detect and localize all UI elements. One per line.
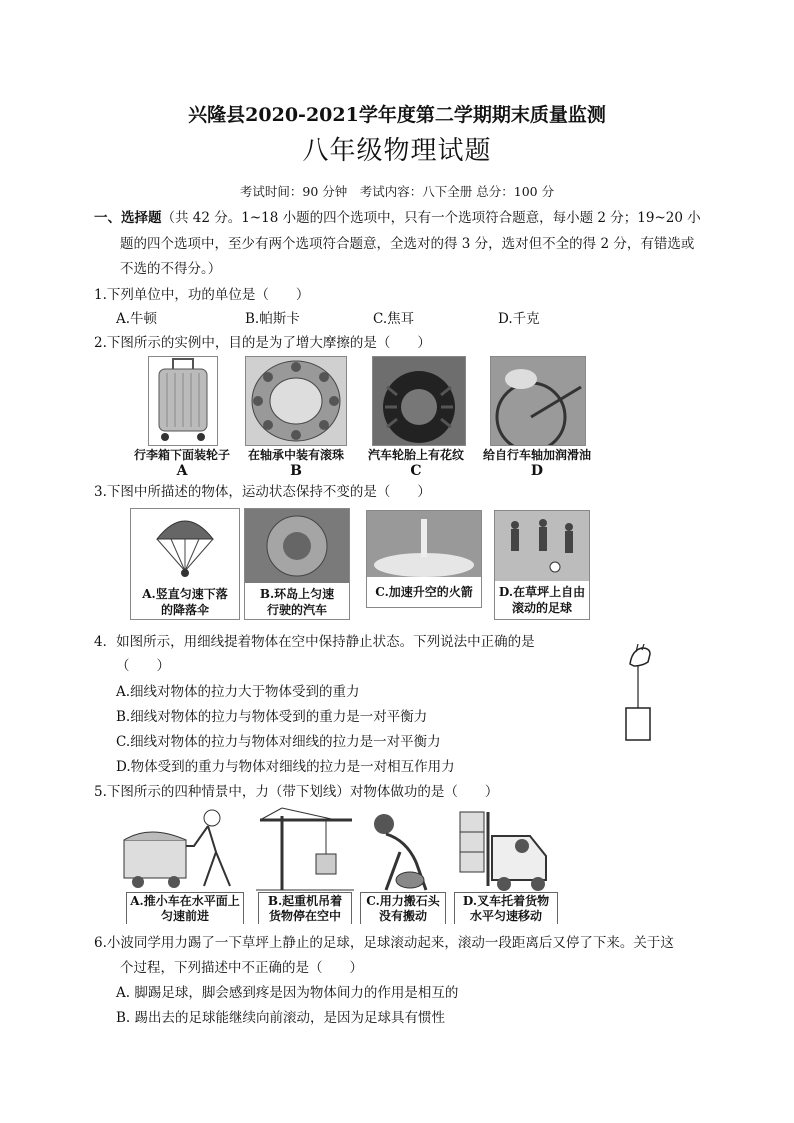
- exam-subtitle: 八年级物理试题: [302, 136, 492, 166]
- q4-paren: （ ）: [116, 658, 170, 674]
- q5-panel-b: [256, 806, 354, 924]
- rocket-image: [367, 511, 481, 577]
- crane-image: [256, 806, 354, 892]
- exam-title: 兴隆县2020-2021学年度第二学期期末质量监测: [188, 104, 606, 126]
- pushing-cart-image: [120, 806, 246, 892]
- q2-stem: 2.下图所示的实例中，目的是为了增大摩擦的是（ ）: [94, 335, 431, 351]
- q6-stem-line2: 个过程，下列描述中不正确的是（ ）: [120, 960, 363, 976]
- q3-panel-a: [130, 508, 240, 620]
- q4-option-d: D.物体受到的重力与物体对细线的拉力是一对相互作用力: [116, 759, 455, 775]
- q3-caption-d1: D.在草坪上自由: [498, 585, 586, 599]
- section-intro-line2: 题的四个选项中，至少有两个选项符合题意，全选对的得 3 分，选对但不全的得 2 分，有错选或: [120, 236, 695, 252]
- q4-option-c: C.细线对物体的拉力与物体对细线的拉力是一对平衡力: [116, 734, 441, 750]
- bearing-image: [245, 356, 347, 446]
- section-intro-line1: 一、选择题（共 42 分。1~18 小题的四个选项中，只有一个选项符合题意，每小题 2 分；19~20 小: [94, 210, 701, 226]
- tire-image: [372, 356, 466, 446]
- soccer-image: [495, 511, 589, 581]
- q3-caption-b1: B.环岛上匀速: [259, 587, 335, 601]
- q3-caption-b2: 行驶的汽车: [266, 603, 327, 617]
- hanging-object-diagram: [616, 644, 662, 744]
- q2-caption-a: 行李箱下面装轮子: [133, 448, 230, 462]
- parachute-image: [131, 509, 239, 579]
- q3-panel-b: [244, 508, 350, 620]
- q3-caption-a2: 的降落伞: [160, 603, 209, 617]
- q3-caption-d2: 滚动的足球: [511, 601, 572, 615]
- q5-caption-b: B.起重机吊着 货物停在空中: [258, 892, 352, 924]
- q4-stem: 4．如图所示，用细线提着物体在空中保持静止状态。下列说法中正确的是: [94, 634, 535, 650]
- q2-letter-c: C: [410, 463, 422, 479]
- q3-panel-c: [366, 510, 482, 608]
- q6-stem-line1: 6.小波同学用力踢了一下草坪上静止的足球，足球滚动起来，滚动一段距离后又停了下来。关于这: [94, 935, 674, 951]
- q5-panel-a: [120, 806, 246, 924]
- q3-caption-c1: C.加速升空的火箭: [375, 585, 473, 599]
- section-heading: 一、选择题: [94, 210, 162, 226]
- forklift-image: [452, 806, 560, 892]
- q4-option-b: B.细线对物体的拉力与物体受到的重力是一对平衡力: [116, 709, 428, 725]
- q2-letter-d: D: [530, 463, 544, 479]
- q3-panel-d: [494, 510, 590, 620]
- q4-option-a: A.细线对物体的拉力大于物体受到的重力: [116, 684, 360, 700]
- section-intro-line3: 不选的不得分。）: [120, 261, 222, 277]
- q5-caption-c: C.用力搬石头 没有搬动: [360, 892, 446, 924]
- q5-caption-d: D.叉车托着货物 水平匀速移动: [454, 892, 558, 924]
- q3-caption-a1: A.竖直匀速下落: [142, 587, 228, 601]
- exam-meta: 考试时间：90 分钟 考试内容：八下全册 总分：100 分: [239, 184, 555, 199]
- q2-letter-a: A: [176, 463, 188, 479]
- q2-letter-b: B: [290, 463, 302, 479]
- q1-option-b: B.帕斯卡: [245, 311, 300, 327]
- q2-caption-c: 汽车轮胎上有花纹: [367, 448, 464, 462]
- q6-option-b: B. 踢出去的足球能继续向前滚动，是因为足球具有惯性: [116, 1010, 446, 1026]
- q5-stem: 5.下图所示的四种情景中，力（带下划线）对物体做功的是（ ）: [94, 784, 499, 800]
- q3-stem: 3.下图中所描述的物体，运动状态保持不变的是（ ）: [94, 484, 431, 500]
- luggage-image: [148, 356, 218, 446]
- q5-panel-c: [356, 806, 448, 924]
- q1-option-c: C.焦耳: [373, 311, 415, 327]
- bicycle-oil-image: [490, 356, 586, 446]
- q6-option-a: A. 脚踢足球，脚会感到疼是因为物体间力的作用是相互的: [116, 985, 459, 1001]
- lifting-stone-image: [356, 806, 448, 892]
- q1-option-a: A.牛顿: [116, 311, 158, 327]
- q2-caption-b: 在轴承中装有滚珠: [247, 448, 344, 462]
- q5-panel-d: [452, 806, 560, 924]
- roundabout-image: [245, 509, 349, 583]
- q2-caption-d: 给自行车轴加润滑油: [482, 448, 591, 462]
- q5-caption-a: A.推小车在水平面上 匀速前进: [126, 892, 244, 924]
- q1-stem: 1.下列单位中，功的单位是（ ）: [94, 287, 310, 303]
- q1-option-d: D.千克: [498, 311, 540, 327]
